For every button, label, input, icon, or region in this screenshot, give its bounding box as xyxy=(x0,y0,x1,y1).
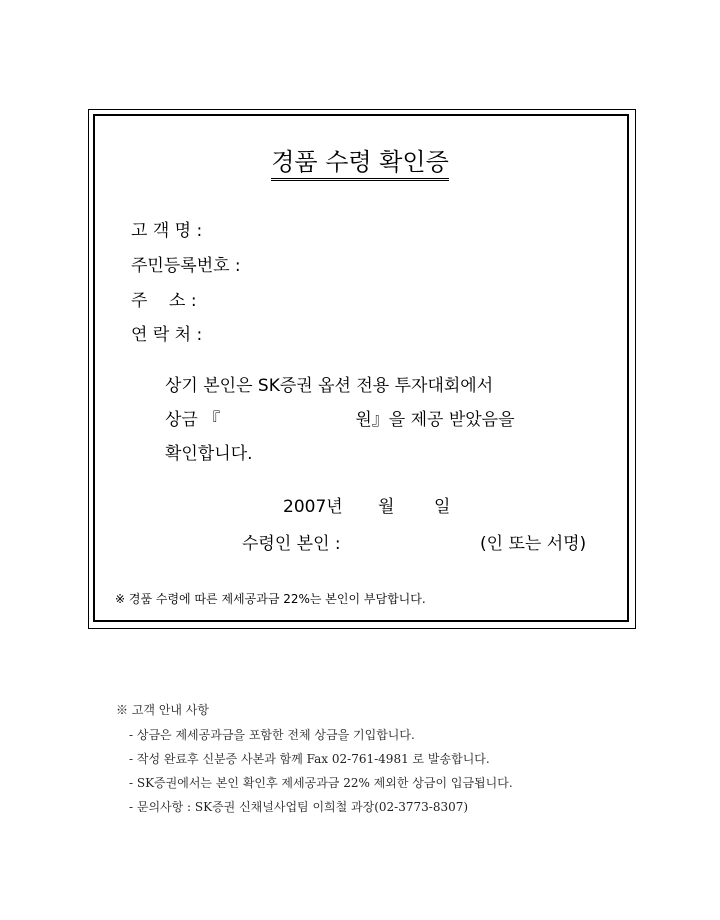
guide-item: - 상금은 제세공과금을 포함한 전체 상금을 기입합니다. xyxy=(129,728,415,742)
form-title xyxy=(0,142,720,177)
confirmation-line-2: 상금 『 원』을 제공 받았음을 xyxy=(165,410,515,430)
field-resident-number: 주민등록번호 : xyxy=(131,256,241,276)
signature-hint: (인 또는 서명) xyxy=(480,534,587,554)
guide-heading: ※ 고객 안내 사항 xyxy=(116,703,209,717)
date-year: 2007년 xyxy=(283,497,343,517)
confirmation-line-3: 확인합니다. xyxy=(165,444,253,464)
field-customer-name: 고 객 명 : xyxy=(131,221,203,241)
date-month: 월 xyxy=(378,497,395,517)
form-title-text: 경품 수령 확인증 xyxy=(271,148,449,181)
field-contact: 연 락 처 : xyxy=(131,325,203,345)
guide-item: - 작성 완료후 신분증 사본과 함께 Fax 02-761-4981 로 발송합니다. xyxy=(129,752,490,766)
confirmation-line-1: 상기 본인은 SK증권 옵션 전용 투자대회에서 xyxy=(165,376,494,396)
date-day: 일 xyxy=(434,497,451,517)
signature-label: 수령인 본인 : xyxy=(242,534,341,554)
tax-note: ※ 경품 수령에 따른 제세공과금 22%는 본인이 부담합니다. xyxy=(115,592,426,606)
guide-item: - 문의사항 : SK증권 신채널사업팀 이희철 과장(02-3773-8307) xyxy=(129,800,469,814)
field-address: 주 소 : xyxy=(131,291,197,311)
guide-item: - SK증권에서는 본인 확인후 제세공과금 22% 제외한 상금이 입금됩니다. xyxy=(129,776,513,790)
